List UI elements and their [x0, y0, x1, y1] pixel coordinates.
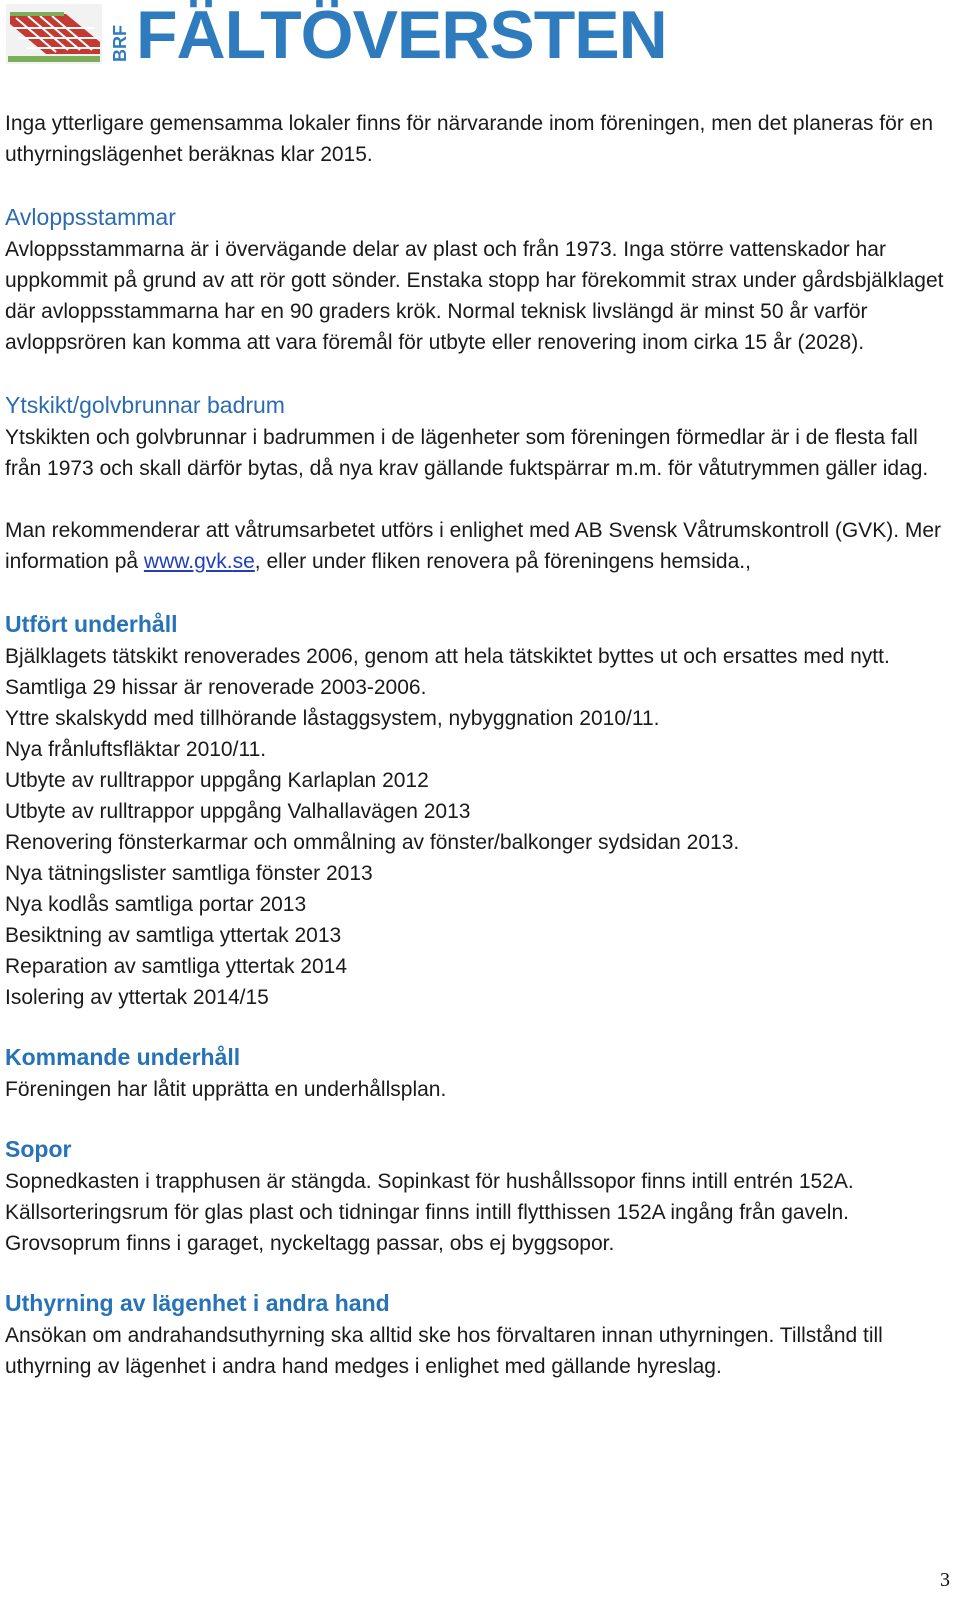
list-item: Källsorteringsrum för glas plast och tidningar finns intill flytthissen 152A ingång från gaveln. — [5, 1201, 849, 1224]
list-item: Besiktning av samtliga yttertak 2013 — [5, 924, 342, 947]
section-body-ytskikt-gvk: Man rekommenderar att våtrumsarbetet utförs i enlighet med AB Svensk Våtrumskontroll (GVK). Mer information på www.gvk.se, eller under fliken renovera på föreningens hemsida., — [5, 519, 942, 573]
document-body — [5, 108, 950, 1382]
header — [0, 0, 960, 80]
gvk-link-suffix[interactable]: se — [232, 550, 255, 573]
section-heading-ytskikt: Ytskikt/golvbrunnar badrum — [5, 392, 285, 418]
intro-paragraph: Inga ytterligare gemensamma lokaler finns för närvarande inom föreningen, men det planeras för en uthyrningslägenhet beräknas klar 2015. — [5, 112, 934, 166]
list-item: Bjälklagets tätskikt renoverades 2006, genom att hela tätskiktet byttes ut och ersattes med nytt. — [5, 645, 890, 668]
section-heading-uthyrning: Uthyrning av lägenhet i andra hand — [5, 1290, 390, 1316]
list-item: Samtliga 29 hissar är renoverade 2003-2006. — [5, 676, 427, 699]
list-item: Nya kodlås samtliga portar 2013 — [5, 893, 307, 916]
association-logo-icon — [6, 4, 102, 64]
brand-name: FÄLTÖVERSTEN — [136, 0, 667, 73]
page-number: 3 — [940, 1569, 950, 1591]
list-item: Utbyte av rulltrappor uppgång Valhallavägen 2013 — [5, 800, 471, 823]
section-body-avlopp: Avloppsstammarna är i övervägande delar av plast och från 1973. Inga större vattenskador har uppkommit på grund av att rör gott sönder. Enstaka stopp har förekommit strax under gårdsbjälklaget där avloppsstammarna har en 90 graders krök. Normal teknisk livslängd är minst 50 år varför avloppsrören kan komma att vara föremål för utbyte eller renovering inom cirka 15 år (2028). — [5, 238, 944, 354]
list-item: Isolering av yttertak 2014/15 — [5, 986, 269, 1009]
list-item: Renovering fönsterkarmar och ommålning av fönster/balkonger sydsidan 2013. — [5, 831, 740, 854]
maintenance-list — [5, 641, 950, 1013]
section-body-kommande: Föreningen har låtit upprätta en underhållsplan. — [5, 1078, 447, 1101]
section-body-uthyrning: Ansökan om andrahandsuthyrning ska alltid ske hos förvaltaren innan uthyrningen. Tillstånd till uthyrning av lägenhet i andra hand medges i enlighet med gällande hyreslag. — [5, 1324, 883, 1378]
list-item: Sopnedkasten i trapphusen är stängda. Sopinkast för hushållssopor finns intill entrén 152A. — [5, 1170, 854, 1193]
list-item: Reparation av samtliga yttertak 2014 — [5, 955, 348, 978]
section-body-ytskikt: Ytskikten och golvbrunnar i badrummen i de lägenheter som föreningen förmedlar är i de flesta fall från 1973 och skall därför bytas, då nya krav gällande fuktspärrar m.m. för våtutrymmen gäller idag. — [5, 426, 929, 480]
section-heading-utfort: Utfört underhåll — [5, 611, 178, 637]
list-item: Nya tätningslister samtliga fönster 2013 — [5, 862, 373, 885]
brf-label — [110, 6, 130, 64]
list-item: Grovsoprum finns i garaget, nyckeltagg passar, obs ej byggsopor. — [5, 1232, 615, 1255]
section-heading-avlopp: Avloppsstammar — [5, 204, 176, 230]
section-heading-sopor: Sopor — [5, 1136, 72, 1162]
list-item: Nya frånluftsfläktar 2010/11. — [5, 738, 267, 761]
svg-text:BRF: BRF — [110, 25, 130, 62]
gvk-link[interactable]: www.gvk. — [143, 550, 233, 573]
section-heading-kommande: Kommande underhåll — [5, 1044, 241, 1070]
list-item: Yttre skalskydd med tillhörande låstaggsystem, nybyggnation 2010/11. — [5, 707, 660, 730]
list-item: Utbyte av rulltrappor uppgång Karlaplan 2012 — [5, 769, 429, 792]
